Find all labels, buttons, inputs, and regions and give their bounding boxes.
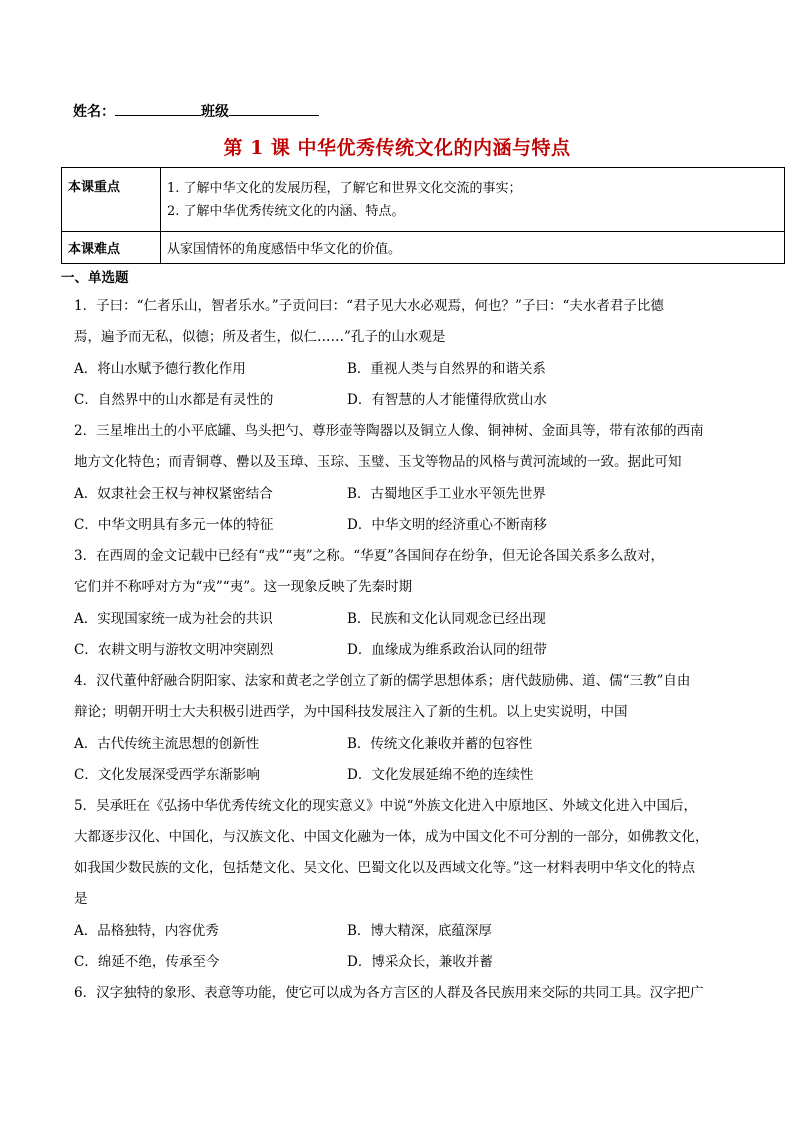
option-d[interactable]: D．文化发展延绵不绝的连续性 xyxy=(347,767,534,783)
section-title: 一、单选题 xyxy=(61,270,129,286)
option-c[interactable]: C．自然界中的山水都是有灵性的 xyxy=(74,392,274,408)
focus-content xyxy=(161,168,785,232)
question-line: 辩论；明朝开明士大夫积极引进西学，为中国科技发展注入了新的生机。以上史实说明，中国 xyxy=(74,704,628,720)
class-blank[interactable] xyxy=(229,101,319,116)
question-line: 焉，遍予而无私，似德；所及者生，似仁……”孔子的山水观是 xyxy=(74,329,446,345)
question-line: 是 xyxy=(74,891,88,907)
question-1 xyxy=(74,291,734,353)
question-line: 地方文化特色；而青铜尊、罍以及玉璋、玉琮、玉璧、玉戈等物品的风格与黄河流域的一致。据此可知 xyxy=(74,454,682,470)
question-line: 6．汉字独特的象形、表意等功能，使它可以成为各方言区的人群及各民族用来交际的共同工具。汉字把广 xyxy=(74,985,704,1001)
option-b[interactable]: B．古蜀地区手工业水平领先世界 xyxy=(347,486,546,502)
option-d[interactable]: D．中华文明的经济重心不断南移 xyxy=(347,517,547,533)
difficulty-label: 本课难点 xyxy=(62,232,161,264)
question-line: 它们并不称呼对方为“戎”“夷”。这一现象反映了先秦时期 xyxy=(74,579,413,595)
question-6 xyxy=(74,978,734,1009)
option-c[interactable]: C．中华文明具有多元一体的特征 xyxy=(74,517,274,533)
option-c[interactable]: C．农耕文明与游牧文明冲突剧烈 xyxy=(74,642,274,658)
option-a[interactable]: A．实现国家统一成为社会的共识 xyxy=(74,611,273,627)
option-a[interactable]: A．将山水赋予德行教化作用 xyxy=(74,361,246,377)
question-2 xyxy=(74,416,734,478)
lesson-title: 第 1 课 中华优秀传统文化的内涵与特点 xyxy=(223,137,571,159)
option-b[interactable]: B．重视人类与自然界的和谐关系 xyxy=(347,361,546,377)
focus-item: 1. 了解中华文化的发展历程，了解它和世界文化交流的事实； xyxy=(167,180,522,196)
question-line: 3．在西周的金文记载中已经有“戎”“夷”之称。“华夏”各国间存在纷争，但无论各国关系多么敌对， xyxy=(74,548,664,564)
option-d[interactable]: D．血缘成为维系政治认同的纽带 xyxy=(347,642,547,658)
question-line: 4．汉代董仲舒融合阴阳家、法家和黄老之学创立了新的儒学思想体系；唐代鼓励佛、道、儒“三教”自由 xyxy=(74,673,691,689)
option-b[interactable]: B．传统文化兼收并蓄的包容性 xyxy=(347,736,533,752)
question-line: 2．三星堆出土的小平底罐、鸟头把勺、尊形壶等陶器以及铜立人像、铜神树、金面具等，带有浓郁的西南 xyxy=(74,423,704,439)
question-4 xyxy=(74,666,734,728)
question-line: 1．子曰：“仁者乐山，智者乐水。”子贡问曰：“君子见大水必观焉，何也？”子曰：“夫水者君子比德 xyxy=(74,298,664,314)
name-label: 姓名： xyxy=(73,104,115,120)
difficulty-row xyxy=(62,232,785,264)
student-info-line xyxy=(73,101,319,121)
question-3 xyxy=(74,541,734,603)
question-line: 5．吴承旺在《弘扬中华优秀传统文化的现实意义》中说“外族文化进入中原地区、外域文化进入中国后， xyxy=(74,798,697,814)
option-b[interactable]: B．民族和文化认同观念已经出现 xyxy=(347,611,546,627)
difficulty-content: 从家国情怀的角度感悟中华文化的价值。 xyxy=(161,232,785,264)
question-5 xyxy=(74,791,734,915)
option-a[interactable]: A．奴隶社会王权与神权紧密结合 xyxy=(74,486,273,502)
option-a[interactable]: A．古代传统主流思想的创新性 xyxy=(74,736,260,752)
question-line: 大都逐步汉化、中国化，与汉族文化、中国文化融为一体，成为中国文化不可分割的一部分，如佛教文化， xyxy=(74,829,709,845)
focus-row xyxy=(62,168,785,232)
option-a[interactable]: A．品格独特，内容优秀 xyxy=(74,923,219,939)
option-d[interactable]: D．博采众长，兼收并蓄 xyxy=(347,954,493,970)
lesson-goals-table xyxy=(61,167,785,264)
name-blank[interactable] xyxy=(115,101,201,116)
question-line: 如我国少数民族的文化，包括楚文化、吴文化、巴蜀文化以及西域文化等。”这一材料表明中华文化的特点 xyxy=(74,860,696,876)
option-d[interactable]: D．有智慧的人才能懂得欣赏山水 xyxy=(347,392,547,408)
focus-item: 2. 了解中华优秀传统文化的内涵、特点。 xyxy=(167,203,405,219)
option-c[interactable]: C．绵延不绝，传承至今 xyxy=(74,954,220,970)
focus-label: 本课重点 xyxy=(62,168,161,232)
option-b[interactable]: B．博大精深，底蕴深厚 xyxy=(347,923,492,939)
class-label: 班级 xyxy=(201,104,229,120)
option-c[interactable]: C．文化发展深受西学东渐影响 xyxy=(74,767,260,783)
